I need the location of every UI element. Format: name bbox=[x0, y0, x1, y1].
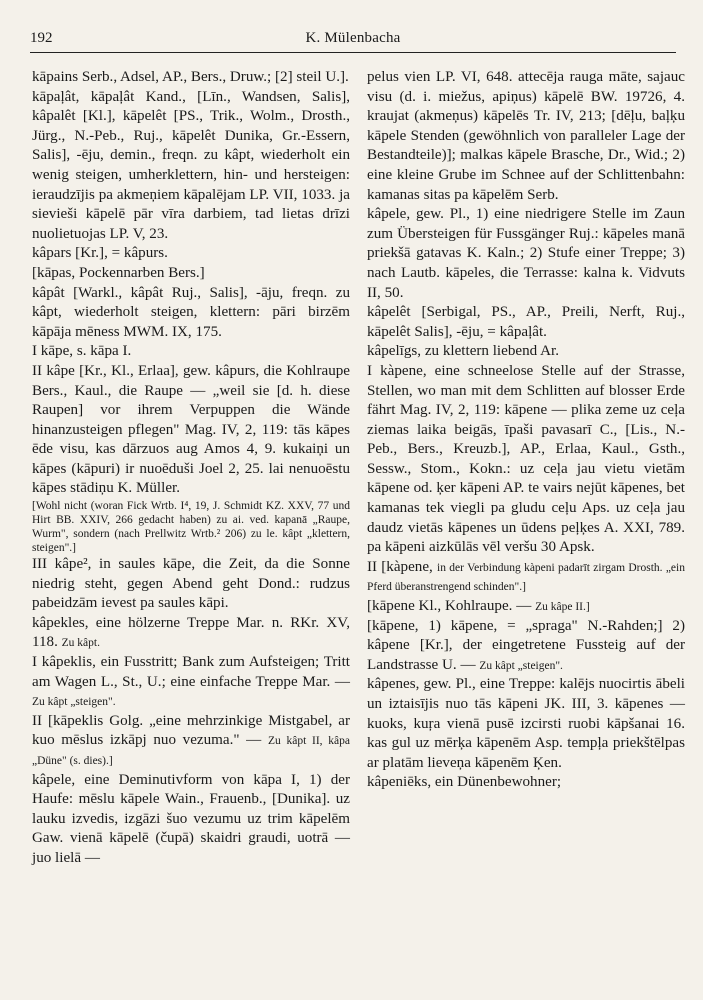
etymology-note: Zu kâpt „steigen". bbox=[479, 659, 563, 672]
page-number: 192 bbox=[30, 30, 53, 46]
etymology-note: Zu kâpt. bbox=[61, 637, 100, 650]
entry: [kāpas, Pockennarben Bers.] bbox=[32, 264, 205, 281]
entry: I kàpene, eine schneelose Stelle auf der Strasse, Stellen, wo man mit dem Schlitten auf blosser Erde fährt Mag. IV, 2, 119: kāpene — plika zeme uz ceļa ziemas laika beigās, īpaši pavasarī C., [Lis., N.-Peb., Bers., Kreuzb.], AP., Erlaa, Kaul., Gsth., Sessw., Stom., Kokn.: uz ceļa jau vietu vietām kāpene od. ķer kāpeni AP. te vairs nejūt kāpenes, bet kamanas tek viegli pa gludu ceļu Aps. uz ceļa jau daudz vietās kāpenes un ūdens peļķes A. XXI, 789. pa kāpeni aizkūlās vēl veršu 30 Apsk. bbox=[367, 362, 685, 556]
entry: kâpele, gew. Pl., 1) eine niedrigere Stelle im Zaun zum Übersteigen für Fussgänger Ruj.: kāpeles manā priekšā gatavas K. Kaln.; 2) Stufe einer Treppe; 3) nach Lautb. kāpeles, die Terrasse: kalna k. Vidvuts II, 50. bbox=[367, 206, 685, 301]
entry bbox=[32, 712, 350, 771]
right-column bbox=[367, 68, 685, 793]
entry: kâpelêt [Serbigal, PS., AP., Preili, Nerft, Ruj., kāpelêt Salis], -ēju, = kâpaļât. bbox=[367, 304, 685, 340]
running-head: K. Mülenbacha bbox=[305, 30, 401, 46]
etymology-note: in der Verbindung kàpeni padarīt zirgam Drosth. „ein Pferd überanstrengend schinden".] bbox=[367, 561, 685, 594]
entry: kāpains Serb., Adsel, AP., Bers., Druw.; [2] steil U.]. bbox=[32, 69, 349, 85]
etymology-note: Zu kâpt II, kâpa „Düne" (s. dies).] bbox=[32, 735, 350, 767]
entry: kâpelīgs, zu klettern liebend Ar. bbox=[367, 343, 559, 360]
entry: kâpele, eine Deminutivform von kāpa I, 1) der Haufe: mēslu kāpele Wain., Frauenb., [Dunika]. uz lauku izvedis, izgāzi šuo vezumu uz trim kāpelēm Gaw. vienā kāpelē (čupā) skaidri graudi, uotrā — juo lielā — bbox=[32, 771, 350, 866]
entry: II kâpe [Kr., Kl., Erlaa], gew. kâpurs, die Kohlraupe Bers., Kaul., die Raupe — „weil sie [d. h. diese Raupen] vor ihrem Verpuppen die Wände hinanzusteigen pflegen" Mag. IV, 2, 119: tās kāpes ēde visu, kas dārzuos aug Amos 4, 9. kukaiņi un kāpes (kāpuri) ir nuoēduši Joel 2, 25. lai nenuoēstu kāpes stādiņu K. Müller. bbox=[32, 362, 350, 497]
entry: pelus vien LP. VI, 648. attecēja rauga māte, sajauc visu (d. i. miežus, apiņus) kāpelē BW. 19726, 4. kraujat (akmeņus) kāpelēs Tr. IV, 213; [dēļu, baļķu kāpele Stenden (gewöhnlich von paralleler Lage der Bestandteile)]; malkas kāpele Brasche, Dr., Wid.; 2) eine kleine Grube im Schnee auf der Schlittenbahn: kamanas sitas pa kāpelēm Serb. bbox=[367, 69, 685, 203]
entry bbox=[32, 653, 350, 712]
entry-text: [kāpene, 1) kāpene, = „spraga" N.-Rahden;] 2) kâpene [Kr.], der eingetretene Fussteig auf der Landstrasse U. — bbox=[367, 617, 685, 673]
entry: III kâpe², in saules kāpe, die Zeit, da die Sonne niedrig steht, gegen Abend geht Dond.: rudzus pabeidzām ievest pa saules kāpi. bbox=[32, 556, 350, 612]
entry: kâpars [Kr.], = kâpurs. bbox=[32, 245, 168, 262]
etymology-note: [Wohl nicht (woran Fick Wrtb. I⁴, 19, J. Schmidt KZ. XXV, 77 und Hirt BB. XXIV, 266 gedacht haben) zu ai. ved. kapanā „Raupe, Wurm", sondern (nach Prellwitz Wrtb.² 206) zu le. kâpt „klettern, steigen".] bbox=[32, 500, 350, 555]
entry-text: I kâpeklis, ein Fusstritt; Bank zum Aufsteigen; Tritt am Wagen L., St., U.; eine einfache Treppe Mar. — bbox=[32, 654, 350, 690]
entry: kâpât [Warkl., kâpât Ruj., Salis], -āju, freqn. zu kâpt, wiederholt steigen, klettern: pāri birzēm kāpāja mēness MWM. IX, 175. bbox=[32, 284, 350, 340]
entry-text: II [kàpene, bbox=[367, 558, 433, 575]
entry: kâpeniēks, ein Dünenbewohner; bbox=[367, 774, 562, 791]
entry-text: kâpekles, eine hölzerne Treppe Mar. n. RKr. XV, 118. bbox=[32, 614, 350, 651]
etymology-note: Zu kâpt „steigen". bbox=[32, 696, 116, 709]
etymology-note: Zu kâpe II.] bbox=[535, 601, 590, 614]
entry bbox=[32, 614, 350, 653]
entry bbox=[367, 558, 685, 597]
entry bbox=[367, 597, 685, 617]
entry: I kāpe, s. kāpa I. bbox=[32, 343, 132, 360]
left-column bbox=[32, 68, 350, 869]
entry-text: II [kāpeklis Golg. „eine mehrzinkige Mistgabel, ar kuo mēslus izkāpj nuo vezuma." — bbox=[32, 712, 350, 749]
entry: kâpenes, gew. Pl., eine Treppe: kalējs nuocirtis ābeli un iztaisījis nuo tās kāpeni JK. III, 3. kāpenes — kuoks, kuŗa vienā pusē izcirsti ruobi kāpšanai 16. kas gul uz mērķa kāpenēm Asp. tempļa priekštēlpas ar platām lieveņa kāpenēm Ķen. bbox=[367, 676, 685, 771]
entry: kāpaļât, kāpaļât Kand., [Līn., Wandsen, Salis], kâpalêt [Kl.], kāpelêt [PS., Trik., Wolm., Drosth., Jürg., N.-Peb., Ruj., kāpelêt Dunika, Gr.-Essern, Salis], -ēju, demin., freqn. zu kâpt, wiederholt ein wenig steigen, umherklettern, hin- und hersteigen: ieraudzījis pa akmeņiem kāpalējam LP. VII, 1033. ja sievieši kāpelē pār vīra darbiem, tad lietas drīzi nuolietuojas LP. V, 23. bbox=[32, 88, 350, 242]
entry bbox=[367, 617, 685, 676]
entry-text: [kāpene Kl., Kohlraupe. — bbox=[367, 598, 532, 615]
page-header bbox=[30, 26, 676, 53]
